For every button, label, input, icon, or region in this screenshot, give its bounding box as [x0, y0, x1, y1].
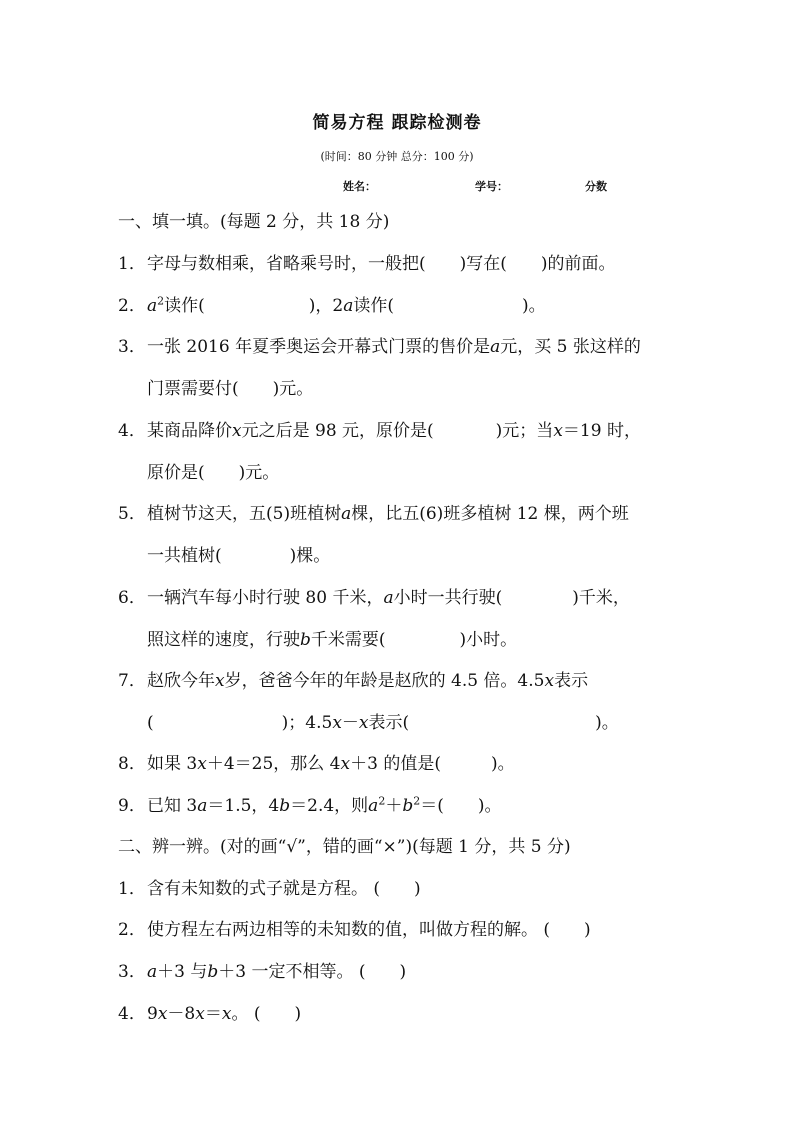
question-number: 5． [118, 504, 146, 524]
exam-time-score: (时间：80 分钟 总分：100 分) [320, 150, 474, 163]
question-3: 3．一张 2016 年夏季奥运会开幕式门票的售价是a元，买 5 张这样的 [118, 337, 641, 357]
question-2: 2．$a^2$读作( )，2a读作( )。 [118, 294, 546, 316]
judge-question-2: 2．使方程左右两边相等的未知数的值，叫做方程的解。 ( ) [118, 920, 591, 940]
judge-question-1: 1．含有未知数的式子就是方程。 ( ) [118, 879, 421, 899]
question-7-line-2: ( )；4.5x－x表示( )。 [147, 713, 619, 733]
question-7: 7．赵欣今年x岁，爸爸今年的年龄是赵欣的 4.5 倍。4.5x表示 [118, 671, 589, 691]
question-8: 8．如果 3x＋4＝25，那么 4x＋3 的值是( )。 [118, 754, 515, 774]
score-label: 分数 [585, 180, 607, 193]
question-number: 3． [118, 962, 146, 982]
question-number: 3． [118, 337, 146, 357]
question-3-line-2: 门票需要付( )元。 [147, 379, 314, 399]
question-number: 8． [118, 754, 146, 774]
judge-question-3: 3．a＋3 与b＋3 一定不相等。 ( ) [118, 962, 407, 982]
question-number: 9． [118, 796, 146, 816]
question-9: 9．已知 3a＝1.5，4b＝2.4，则$a^2+b^2=$( )。 [118, 794, 502, 816]
question-number: 6． [118, 588, 146, 608]
section-heading: 二、辨一辨。(对的画“√”，错的画“×”)(每题 1 分，共 5 分) [118, 837, 571, 857]
question-4: 4．某商品降价x元之后是 98 元，原价是( )元；当x＝19 时， [118, 421, 641, 441]
student-id-label: 学号： [475, 180, 508, 193]
question-1: 1．字母与数相乘，省略乘号时，一般把( )写在( )的前面。 [118, 254, 616, 274]
name-label: 姓名： [343, 180, 376, 193]
question-number: 2． [118, 920, 146, 940]
question-number: 1． [118, 879, 146, 899]
question-number: 1． [118, 254, 146, 274]
question-number: 7． [118, 671, 146, 691]
judge-question-4: 4．9x－8x＝x。 ( ) [118, 1004, 302, 1024]
page-title: 简易方程 跟踪检测卷 [312, 113, 482, 133]
question-5: 5．植树节这天，五(5)班植树a棵，比五(6)班多植树 12 棵，两个班 [118, 504, 629, 524]
question-4-line-2: 原价是( )元。 [147, 463, 280, 483]
question-number: 4． [118, 1004, 146, 1024]
question-number: 2． [118, 296, 146, 316]
section-heading: 一、填一填。(每题 2 分，共 18 分) [118, 212, 390, 232]
question-6: 6．一辆汽车每小时行驶 80 千米，a小时一共行驶( )千米， [118, 588, 630, 608]
question-6-line-2: 照这样的速度，行驶b千米需要( )小时。 [147, 630, 518, 650]
question-number: 4． [118, 421, 146, 441]
question-5-line-2: 一共植树( )棵。 [147, 546, 331, 566]
